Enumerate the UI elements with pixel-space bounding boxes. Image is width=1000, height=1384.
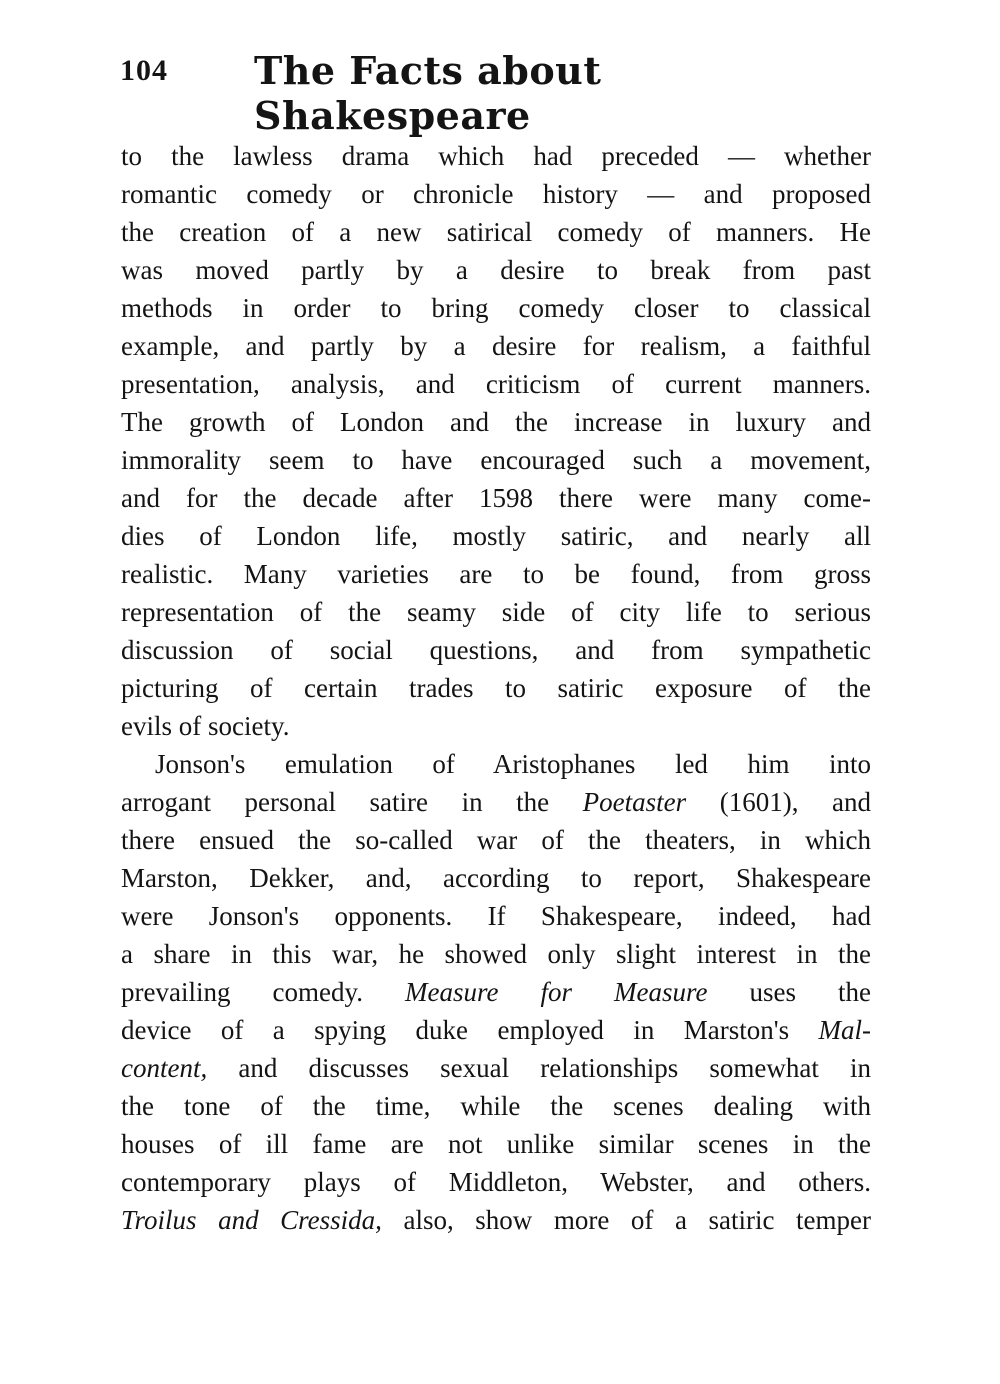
work-title: Mal- (818, 1015, 871, 1045)
text-line: picturing of certain trades to satiric exposure of the (121, 673, 871, 703)
text-line: Jonson's emulation of Aristophanes led him into (155, 749, 871, 779)
text-span: and discusses sexual relationships somewhat in (238, 1053, 871, 1083)
text-span: uses the (749, 977, 872, 1007)
text-line: dies of London life, mostly satiric, and nearly all (121, 521, 871, 551)
text-line: were Jonson's opponents. If Shakespeare, indeed, had (121, 901, 871, 931)
text-line: realistic. Many varieties are to be found, from gross (121, 559, 871, 589)
text-span: prevailing comedy. (121, 977, 363, 1007)
text-span: also, show more of a satiric temper (403, 1205, 871, 1235)
page-number: 104 (120, 54, 168, 87)
text-line: romantic comedy or chronicle history — and proposed (121, 179, 871, 209)
text-line: and for the decade after 1598 there were many come- (121, 483, 871, 513)
text-line: there ensued the so-called war of the theaters, in which (121, 825, 871, 855)
paragraph (121, 137, 871, 745)
text-line: immorality seem to have encouraged such a movement, (121, 445, 871, 475)
text-line: The growth of London and the increase in luxury and (121, 407, 871, 437)
text-line: contemporary plays of Middleton, Webster, and others. (121, 1167, 871, 1197)
body-text (121, 137, 871, 1239)
text-line (121, 783, 871, 821)
text-line: discussion of social questions, and from sympathetic (121, 635, 871, 665)
text-line: evils of society. (121, 711, 290, 741)
text-line: methods in order to bring comedy closer to classical (121, 293, 871, 323)
running-header (120, 48, 880, 138)
work-title: content, (121, 1053, 208, 1083)
work-title: Poetaster (582, 787, 687, 817)
work-title: Troilus and Cressida, (121, 1205, 382, 1235)
text-line: example, and partly by a desire for realism, a faithful (121, 331, 871, 361)
text-line: the creation of a new satirical comedy of manners. He (121, 217, 871, 247)
text-line: representation of the seamy side of city life to serious (121, 597, 871, 627)
text-span: (1601), and (719, 787, 871, 817)
work-title: Measure for Measure (404, 977, 708, 1007)
text-line (121, 1011, 871, 1049)
paragraph (121, 745, 871, 1239)
text-span: device of a spying duke employed in Marston's (121, 1015, 790, 1045)
text-line (121, 973, 871, 1011)
text-line: a share in this war, he showed only slight interest in the (121, 939, 871, 969)
text-span: arrogant personal satire in the (121, 787, 550, 817)
text-line (121, 1201, 871, 1239)
text-line: Marston, Dekker, and, according to report, Shakespeare (121, 863, 871, 893)
running-title: The Facts about Shakespeare (254, 48, 602, 138)
text-line: the tone of the time, while the scenes dealing with (121, 1091, 871, 1121)
text-line: was moved partly by a desire to break from past (121, 255, 871, 285)
text-line: houses of ill fame are not unlike similar scenes in the (121, 1129, 871, 1159)
text-line: to the lawless drama which had preceded — whether (121, 141, 871, 171)
text-line: presentation, analysis, and criticism of current manners. (121, 369, 871, 399)
text-line (121, 1049, 871, 1087)
